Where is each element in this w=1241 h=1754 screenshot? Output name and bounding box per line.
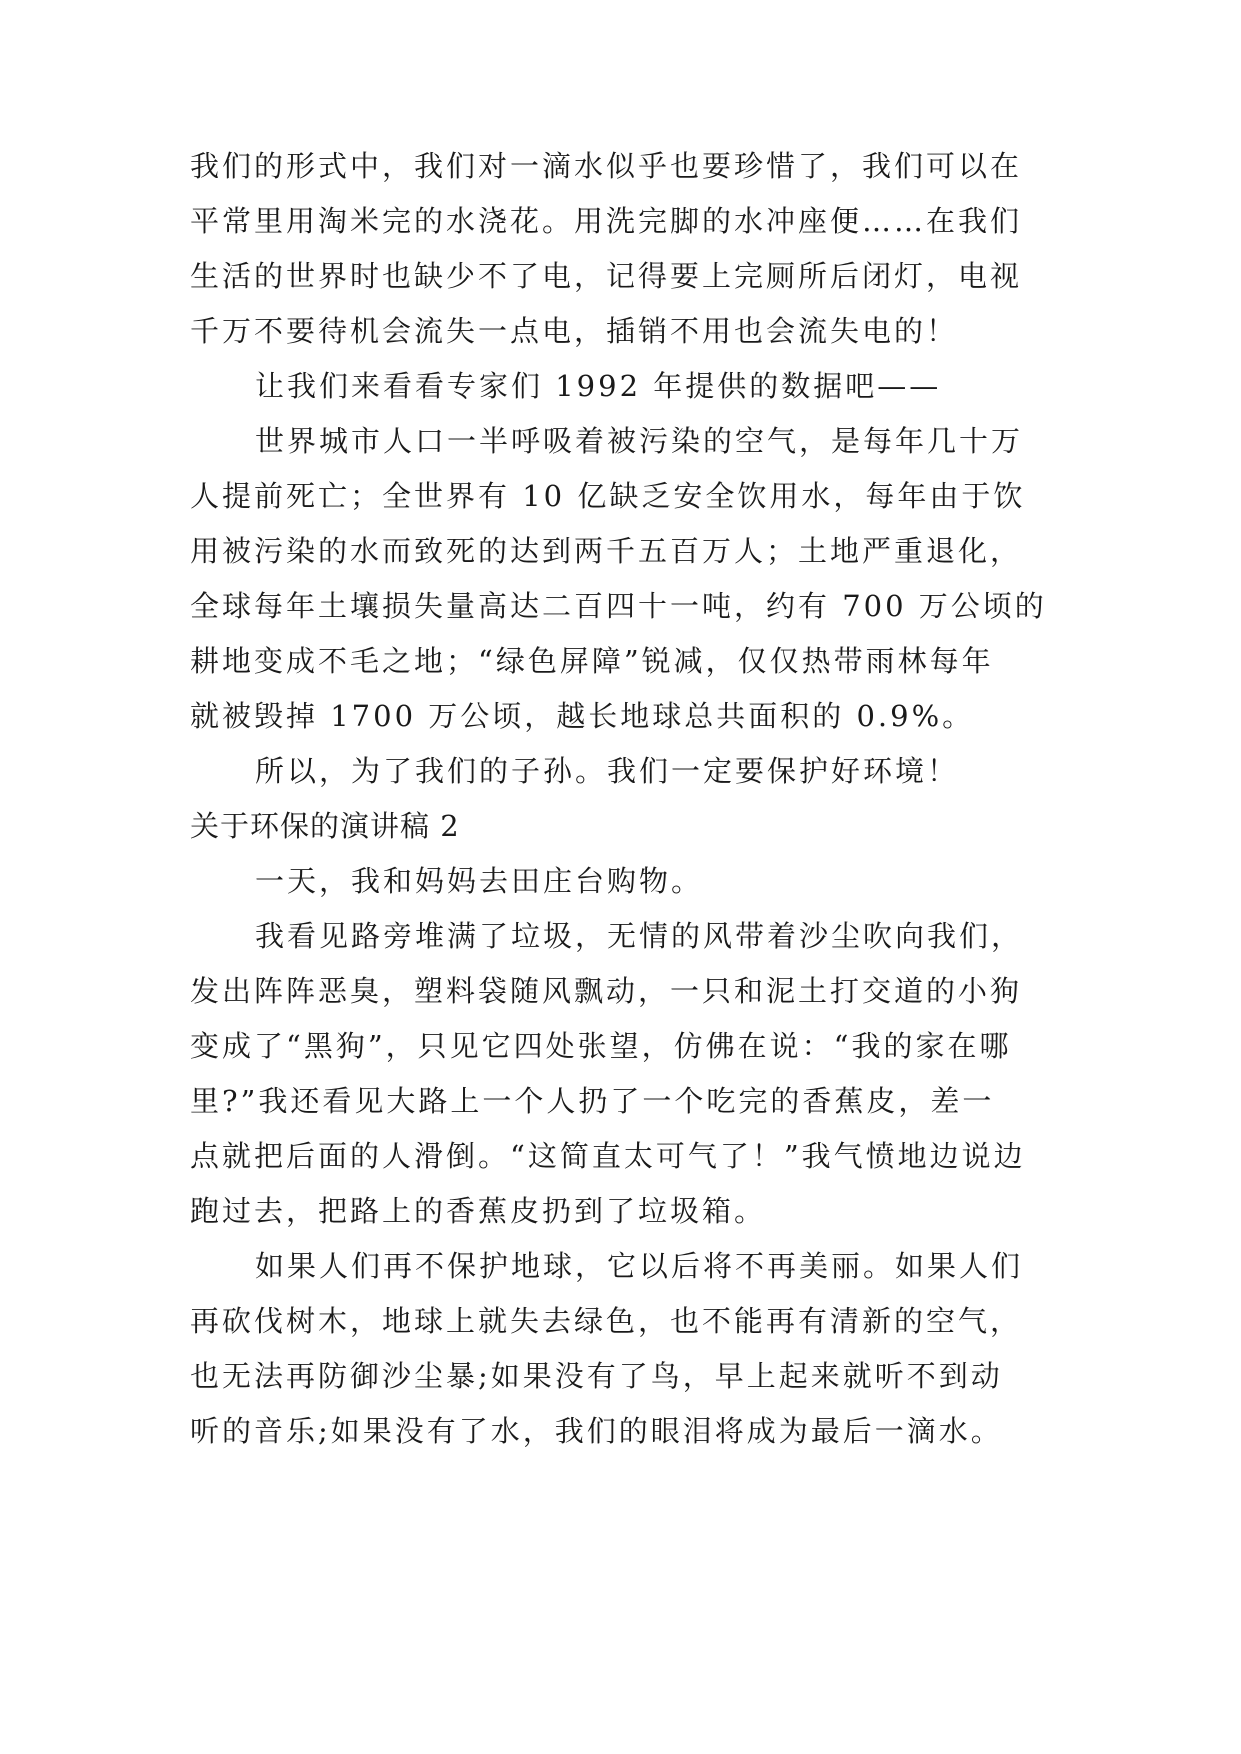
paragraph-6-line-1: 我看见路旁堆满了垃圾，无情的风带着沙尘吹向我们， (255, 919, 1024, 953)
paragraph-6-line-6: 跑过去，把路上的香蕉皮扔到了垃圾箱。 (190, 1194, 767, 1228)
paragraph-3-line-5: 耕地变成不毛之地；“绿色屏障”锐减，仅仅热带雨林每年 (190, 644, 994, 678)
paragraph-6-line-5: 点就把后面的人滑倒。“这简直太可气了！”我气愤地边说边 (190, 1139, 1026, 1173)
paragraph-6-line-2: 发出阵阵恶臭，塑料袋随风飘动，一只和泥土打交道的小狗 (190, 974, 1023, 1008)
section-heading: 关于环保的演讲稿 2 (190, 809, 460, 843)
paragraph-1-line-1: 我们的形式中，我们对一滴水似乎也要珍惜了，我们可以在 (190, 149, 1023, 183)
paragraph-3-line-2: 人提前死亡；全世界有 10 亿缺乏安全饮用水，每年由于饮 (190, 479, 1026, 513)
paragraph-1-line-3: 生活的世界时也缺少不了电，记得要上完厕所后闭灯，电视 (190, 259, 1023, 293)
paragraph-7-line-1: 如果人们再不保护地球，它以后将不再美丽。如果人们 (255, 1249, 1024, 1283)
paragraph-4-line-1: 所以，为了我们的子孙。我们一定要保护好环境！ (255, 754, 960, 788)
paragraph-7-line-2: 再砍伐树木，地球上就失去绿色，也不能再有清新的空气， (190, 1304, 1023, 1338)
paragraph-7-line-3: 也无法再防御沙尘暴;如果没有了鸟，早上起来就听不到动 (190, 1359, 1003, 1393)
paragraph-3-line-6: 就被毁掉 1700 万公顷，越长地球总共面积的 0.9%。 (190, 699, 975, 733)
paragraph-7-line-4: 听的音乐;如果没有了水，我们的眼泪将成为最后一滴水。 (190, 1414, 1003, 1448)
paragraph-3-line-1: 世界城市人口一半呼吸着被污染的空气，是每年几十万 (255, 424, 1024, 458)
paragraph-3-line-3: 用被污染的水而致死的达到两千五百万人；土地严重退化， (190, 534, 1023, 568)
paragraph-1-line-4: 千万不要待机会流失一点电，插销不用也会流失电的！ (190, 314, 959, 348)
paragraph-5-line-1: 一天，我和妈妈去田庄台购物。 (255, 864, 704, 898)
paragraph-6-line-4: 里?”我还看见大路上一个人扔了一个吃完的香蕉皮，差一 (190, 1084, 995, 1118)
paragraph-2-line-1: 让我们来看看专家们 1992 年提供的数据吧—— (255, 369, 942, 403)
paragraph-3-line-4: 全球每年土壤损失量高达二百四十一吨，约有 700 万公顷的 (190, 589, 1047, 623)
paragraph-1-line-2: 平常里用淘米完的水浇花。用洗完脚的水冲座便……在我们 (190, 204, 1023, 238)
paragraph-6-line-3: 变成了“黑狗”，只见它四处张望，仿佛在说：“我的家在哪 (190, 1029, 1012, 1063)
